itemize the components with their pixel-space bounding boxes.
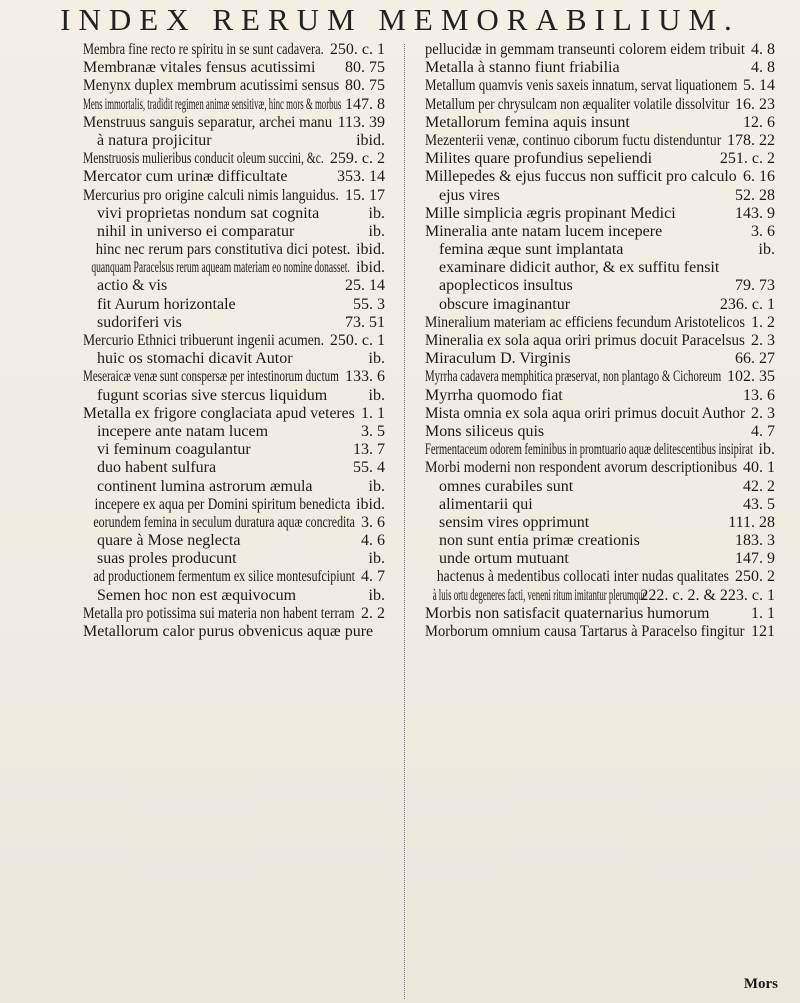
page-reference: 55. 3 <box>353 295 385 313</box>
page-reference: 222. c. 2. & 223. c. 1 <box>640 586 775 604</box>
entry-text: Meseraicæ venæ sunt conspersæ per intestinorum ductum <box>83 368 339 386</box>
page-reference: 42. 2 <box>743 477 775 495</box>
entry-text: Metalla pro potissima sui materia non habent terram <box>83 604 355 622</box>
page-reference: 79. 73 <box>735 277 775 295</box>
index-entry <box>83 187 385 333</box>
page-reference: ib. <box>368 477 385 495</box>
page-reference: 80. 75 <box>345 77 385 95</box>
entry-text: ejus vires <box>439 186 500 204</box>
entry-text: Membra fine recto re spiritu in se sunt cadavera. <box>83 41 324 58</box>
entry-subline <box>425 550 775 568</box>
entry-headword-line <box>425 223 775 241</box>
entry-headword-line <box>425 623 775 641</box>
entry-text: unde ortum mutuant <box>439 550 569 568</box>
entry-text: Fermentaceum odorem feminibus in promtuario aquæ delitescentibus insipirat <box>425 441 753 459</box>
entry-headword-line <box>425 96 775 114</box>
page-reference: 13. 7 <box>353 441 385 459</box>
index-entry <box>83 332 385 368</box>
entry-subline <box>83 259 385 277</box>
index-entry <box>425 387 775 405</box>
entry-text: quanquam Paracelsus rerum aqueam materiam eo nomine donasset. <box>91 259 350 277</box>
entry-text: femina æque sunt implantata <box>439 241 624 259</box>
entry-headword-line <box>425 441 775 459</box>
entry-headword-line <box>83 187 385 205</box>
entry-headword-line <box>425 168 775 186</box>
entry-subline <box>425 277 775 295</box>
page-reference: ib. <box>368 386 385 404</box>
entry-subline <box>425 241 775 259</box>
entry-text: Metalla ex frigore conglaciata apud veteres <box>83 404 355 422</box>
entry-text: sensim vires opprimunt <box>439 513 590 531</box>
entry-headword-line <box>83 77 385 95</box>
index-entry <box>83 605 385 623</box>
page-reference: 147. 8 <box>345 95 385 113</box>
page-reference: 2. 3 <box>751 404 775 422</box>
entry-text: vivi proprietas nondum sat cognita <box>97 204 320 222</box>
page-reference: 4. 8 <box>751 41 775 58</box>
entry-subline <box>83 132 385 150</box>
page-reference: 1. 2 <box>751 313 775 331</box>
index-entry <box>425 168 775 204</box>
entry-text: Mons siliceus quis <box>425 422 545 440</box>
entry-text: Metallum per chrysulcam non æqualiter volatile dissolvitur <box>425 95 730 113</box>
left-column <box>83 41 385 999</box>
page-reference: 16. 23 <box>735 95 775 113</box>
entry-subline <box>425 496 775 514</box>
index-entry <box>425 605 775 623</box>
entry-text: obscure imaginantur <box>439 295 571 313</box>
entry-text: pellucidæ in gemmam transeunti colorem eidem tribuit <box>425 41 745 58</box>
entry-headword-line <box>83 623 385 641</box>
index-entry <box>425 314 775 332</box>
index-entry <box>425 368 775 386</box>
entry-headword-line <box>425 405 775 423</box>
entry-subline <box>83 387 385 405</box>
entry-subline <box>83 205 385 223</box>
page-header: INDEX RERUM MEMORABILIUM. <box>60 2 740 37</box>
page-reference: ibid. <box>356 495 385 513</box>
entry-text: apoplecticos insultus <box>439 277 573 295</box>
entry-text: Metallorum calor purus obvenicus aquæ pure <box>83 623 374 640</box>
entry-headword-line <box>83 150 385 168</box>
page-reference: 113. 39 <box>337 113 385 131</box>
entry-subline <box>425 259 775 277</box>
entry-text: huic os stomachi dicavit Autor <box>97 350 293 368</box>
page-reference: 12. 6 <box>743 113 775 131</box>
entry-text: à natura projicitur <box>97 131 212 149</box>
page-reference: 13. 6 <box>743 386 775 404</box>
page-reference: ib. <box>758 241 775 259</box>
entry-text: Menstruosis mulieribus conducit oleum succini, &c. <box>83 150 324 168</box>
index-entry <box>425 41 775 59</box>
entry-headword-line <box>425 459 775 477</box>
page-reference: ibid. <box>356 131 385 149</box>
entry-subline <box>425 568 775 586</box>
entry-text: Mercator cum urinæ difficultate <box>83 168 288 186</box>
entry-text: Mille simplicia ægris propinant Medici <box>425 204 676 222</box>
page-reference: 1. 1 <box>751 604 775 622</box>
page-reference: 25. 14 <box>345 277 385 295</box>
entry-text: Milites quare profundius sepeliendi <box>425 150 653 168</box>
entry-text: fit Aurum horizontale <box>97 295 236 313</box>
index-entry <box>83 150 385 168</box>
entry-text: Membranæ vitales fensus acutissimi <box>83 59 316 77</box>
entry-subline <box>425 296 775 314</box>
entry-text: hinc nec rerum pars constitutiva dici potest. <box>95 241 351 259</box>
entry-text: Millepedes & ejus fuccus non sufficit pro calculo <box>425 168 737 186</box>
entry-subline <box>83 496 385 514</box>
page-reference: 111. 28 <box>728 513 775 531</box>
entry-text: ad productionem fermentum ex silice montesufcipiunt <box>93 568 356 586</box>
index-entry <box>425 132 775 150</box>
index-entry <box>425 423 775 441</box>
index-entry <box>425 405 775 423</box>
entry-headword-line <box>425 59 775 77</box>
entry-headword-line <box>425 332 775 350</box>
entry-text: Myrrha cadavera memphitica præservat, non plantago & Cichoreum <box>425 368 722 386</box>
entry-subline <box>83 277 385 295</box>
entry-subline <box>425 532 775 550</box>
entry-text: Metallum quamvis venis saxeis innatum, servat liquationem <box>425 77 738 95</box>
index-entry <box>83 77 385 95</box>
entry-headword-line <box>425 350 775 368</box>
page-reference: 251. c. 2 <box>719 150 775 168</box>
entry-subline <box>425 514 775 532</box>
page-reference: 183. 3 <box>735 532 775 550</box>
entry-text: Morborum omnium causa Tartarus à Paracelso fingitur <box>425 623 745 640</box>
page-reference: 4. 7 <box>751 422 775 440</box>
entry-text: actio & vis <box>97 277 168 295</box>
entry-headword-line <box>83 41 385 59</box>
page-reference: 4. 7 <box>361 568 385 586</box>
entry-text: incepere ante natam lucem <box>97 422 269 440</box>
entry-headword-line <box>425 314 775 332</box>
entry-text: Miraculum D. Virginis <box>425 350 571 368</box>
entry-headword-line <box>425 605 775 623</box>
entry-headword-line <box>83 168 385 186</box>
index-entry <box>83 623 385 641</box>
entry-text: Mercurius pro origine calculi nimis languidus. <box>83 186 339 204</box>
entry-headword-line <box>425 387 775 405</box>
entry-text: Semen hoc non est æquivocum <box>97 586 297 604</box>
index-entry <box>425 96 775 114</box>
index-entry <box>425 332 775 350</box>
page-reference: 121 <box>751 623 775 640</box>
index-entry <box>83 96 385 114</box>
catchword: Mors <box>743 976 778 992</box>
entry-text: à luis ortu degeneres facti, veneni ritum imitantur plerumque <box>432 586 647 604</box>
entry-subline <box>425 587 775 605</box>
entry-text: sudoriferi vis <box>97 313 182 331</box>
entry-text: suas proles producunt <box>97 550 237 568</box>
entry-headword-line <box>83 332 385 350</box>
page-reference: 4. 8 <box>751 59 775 77</box>
page-reference: 2. 3 <box>751 332 775 349</box>
entry-headword-line <box>425 114 775 132</box>
entry-subline <box>425 187 775 205</box>
entry-subline <box>83 568 385 586</box>
entry-subline <box>83 441 385 459</box>
entry-headword-line <box>83 368 385 386</box>
entry-text: duo habent sulfura <box>97 459 217 477</box>
page-reference: 178. 22 <box>727 131 775 149</box>
page-reference: 5. 14 <box>743 77 775 95</box>
entry-subline <box>83 223 385 241</box>
entry-text: Mens immortalis, tradidit regimen animæ sensitivæ, hinc mors & morbus <box>83 95 342 113</box>
entry-text: Mista omnia ex sola aqua oriri primus docuit Author <box>425 404 745 422</box>
entry-headword-line <box>425 205 775 223</box>
page-reference: 147. 9 <box>735 550 775 568</box>
entry-subline <box>83 514 385 532</box>
entry-text: omnes curabiles sunt <box>439 477 574 495</box>
page-reference: ib. <box>368 586 385 604</box>
entry-subline <box>83 459 385 477</box>
page-reference: ib. <box>368 350 385 368</box>
entry-text: Mineralia ante natam lucem incepere <box>425 222 663 240</box>
entry-text: continent lumina astrorum æmula <box>97 477 313 495</box>
entry-headword-line <box>83 405 385 423</box>
entry-headword-line <box>425 423 775 441</box>
index-entry <box>425 114 775 132</box>
page-reference: 55. 4 <box>353 459 385 477</box>
page-reference: 3. 6 <box>751 222 775 240</box>
entry-text: hactenus à medentibus collocati inter nudas qualitates <box>436 568 729 586</box>
entry-text: Mineralium materiam ac efficiens fecundum Aristotelicos <box>425 313 745 331</box>
entry-text: Morbis non satisfacit quaternarius humorum <box>425 604 710 622</box>
index-entry <box>425 459 775 605</box>
page-reference: ibid. <box>356 259 385 277</box>
column-divider <box>404 44 405 999</box>
page-reference: 250. c. 1 <box>329 41 385 58</box>
index-entry <box>425 350 775 368</box>
entry-text: vi feminum coagulantur <box>97 441 251 459</box>
entry-text: Menynx duplex membrum acutissimi sensus <box>83 77 340 95</box>
entry-headword-line <box>83 59 385 77</box>
page-reference: 259. c. 2 <box>329 150 385 168</box>
index-entry <box>83 114 385 150</box>
entry-headword-line <box>425 41 775 59</box>
entry-text: Morbi moderni non respondent avorum descriptionibus <box>425 459 738 477</box>
page-reference: 250. c. 1 <box>329 332 385 349</box>
entry-subline <box>83 587 385 605</box>
entry-text: nihil in universo ei comparatur <box>97 222 295 240</box>
entry-text: examinare didicit author, & ex suffitu fensit <box>439 259 720 277</box>
entry-subline <box>83 241 385 259</box>
entry-subline <box>83 314 385 332</box>
entry-headword-line <box>425 132 775 150</box>
page-reference: 15. 17 <box>345 186 385 204</box>
entry-text: fugunt scorias sive stercus liquidum <box>97 386 328 404</box>
page-reference: 133. 6 <box>345 368 385 386</box>
index-entry <box>425 623 775 641</box>
index-entry <box>425 150 775 168</box>
page-reference: 1. 1 <box>361 404 385 422</box>
index-entry <box>83 168 385 186</box>
page-reference: ib. <box>368 204 385 222</box>
entry-text: Mercurio Ethnici tribuerunt ingenii acumen. <box>83 332 325 349</box>
page-reference: ib. <box>368 550 385 568</box>
index-entry <box>425 77 775 95</box>
entry-headword-line <box>83 96 385 114</box>
index-entry <box>83 41 385 59</box>
index-entry <box>425 441 775 459</box>
entry-text: Metallorum femina aquis insunt <box>425 113 630 131</box>
index-entry <box>83 59 385 77</box>
index-entry <box>83 405 385 605</box>
page-reference: 40. 1 <box>743 459 775 477</box>
page-reference: 143. 9 <box>735 204 775 222</box>
entry-text: Menstruus sanguis separatur, archei manu <box>83 113 333 131</box>
right-column <box>425 41 775 999</box>
page-reference: 3. 5 <box>361 422 385 440</box>
entry-subline <box>83 350 385 368</box>
entry-subline <box>83 532 385 550</box>
page-reference: 6. 16 <box>743 168 775 186</box>
page-reference: 66. 27 <box>735 350 775 368</box>
entry-text: Mezenterii venæ, continuo ciborum fuctu distenduntur <box>425 131 722 149</box>
page-reference: 102. 35 <box>727 368 775 386</box>
entry-subline <box>425 478 775 496</box>
entry-text: Metalla à stanno fiunt friabilia <box>425 59 620 77</box>
page-reference: 73. 51 <box>345 313 385 331</box>
entry-text: incepere ex aqua per Domini spiritum benedicta <box>94 495 351 513</box>
entry-subline <box>83 550 385 568</box>
index-entry <box>425 59 775 77</box>
page-reference: 3. 6 <box>361 513 385 531</box>
entry-headword-line <box>83 605 385 623</box>
entry-text: quare à Mose neglecta <box>97 532 241 550</box>
page-reference: 80. 75 <box>345 59 385 77</box>
entry-subline <box>83 423 385 441</box>
entry-text: non sunt entia primæ creationis <box>439 532 640 550</box>
entry-subline <box>83 296 385 314</box>
entry-headword-line <box>425 150 775 168</box>
entry-text: Myrrha quomodo fiat <box>425 386 563 404</box>
page-reference: 236. c. 1 <box>719 295 775 313</box>
page-reference: ib. <box>368 222 385 240</box>
entry-headword-line <box>425 77 775 95</box>
entry-headword-line <box>83 114 385 132</box>
index-entry <box>83 368 385 404</box>
entry-text: eorundem femina in seculum duratura aquæ concredita <box>93 513 355 531</box>
page-reference: 52. 28 <box>735 186 775 204</box>
index-entry <box>425 223 775 314</box>
page-reference: ibid. <box>356 241 385 259</box>
page-reference: 4. 6 <box>361 532 385 550</box>
page-reference: 43. 5 <box>743 495 775 513</box>
entry-headword-line <box>425 368 775 386</box>
page-reference: ib. <box>758 441 775 459</box>
page-reference: 353. 14 <box>337 168 385 186</box>
page-reference: 250. 2 <box>735 568 775 586</box>
entry-text: alimentarii qui <box>439 495 533 513</box>
page-reference: 2. 2 <box>361 604 385 622</box>
entry-subline <box>83 478 385 496</box>
index-entry <box>425 205 775 223</box>
entry-text: Mineralia ex sola aqua oriri primus docuit Paracelsus <box>425 332 745 349</box>
